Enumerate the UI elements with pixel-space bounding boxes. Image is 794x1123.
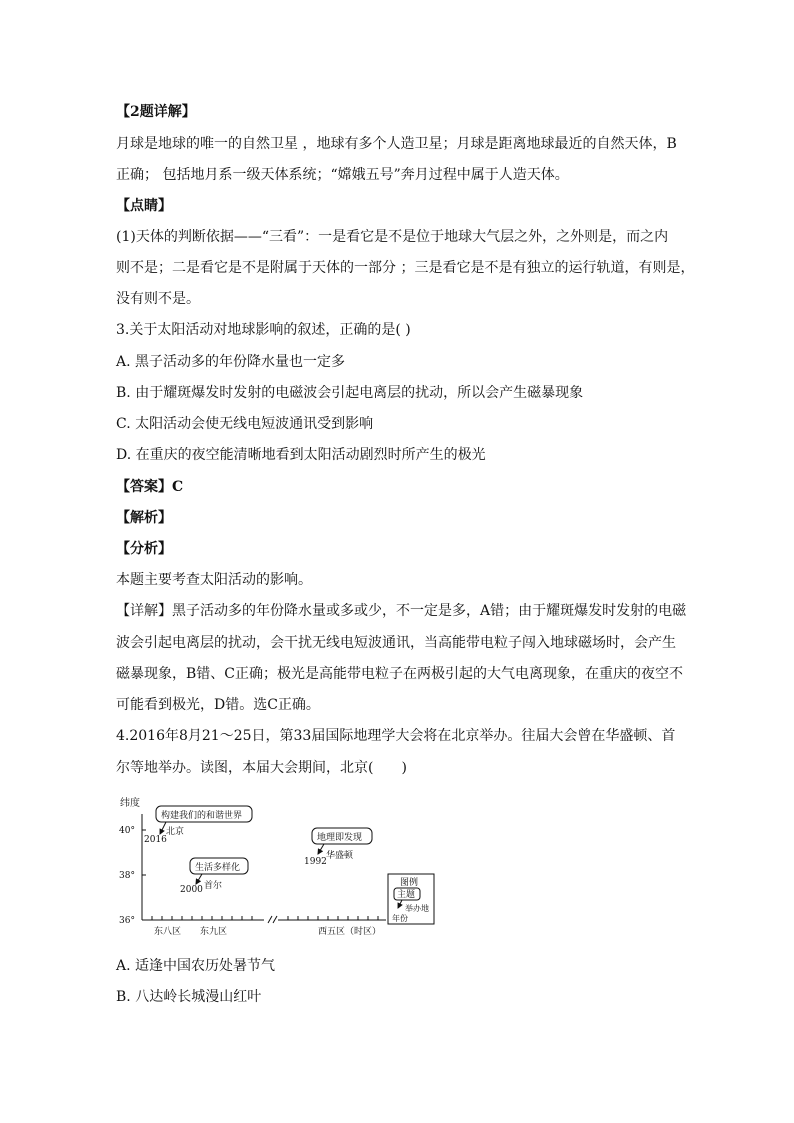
x-tick-label-e8: 东八区 — [154, 927, 182, 937]
q4-stem-line1: 4.2016年8月21～25日，第33届国际地理学大会将在北京举办。往届大会曾在华盛顿、首 — [116, 728, 676, 744]
q2-detail-line1: 月球是地球的唯一的自然卫星 ，地球有多个人造卫星；月球是距离地球最近的自然天体，B — [116, 136, 677, 152]
section-q2-title: 【2题详解】 — [116, 104, 196, 120]
y-tick-label-38: 38° — [119, 871, 135, 881]
city-label-1992: 华盛顿 — [326, 851, 354, 861]
q3-option-b: B. 由于耀斑爆发时发射的电磁波会引起电离层的扰动，所以会产生磁暴现象 — [116, 385, 584, 401]
x-minor-ticks — [152, 916, 378, 920]
y-tick-label-36: 36° — [119, 916, 135, 926]
q3-option-a: A. 黑子活动多的年份降水量也一定多 — [116, 354, 346, 370]
x-tick-label-e9: 东九区 — [200, 927, 228, 937]
q3-detail-line3: 磁暴现象，B错、C正确；极光是高能带电粒子在两极引起的大气电离现象，在重庆的夜空不 — [116, 666, 683, 682]
arrow-1992 — [318, 844, 324, 854]
arrow-2000 — [196, 874, 202, 884]
q3-answer: 【答案】C — [116, 479, 184, 495]
x-axis-break-2 — [273, 916, 277, 923]
q3-detail-line1: 【详解】黑子活动多的年份降水量或多或少，不一定是多，A错；由于耀斑爆发时发射的电磁 — [116, 603, 687, 619]
q3-detail-line2: 波会引起电离层的扰动，会干扰无线电短波通讯，当高能带电粒子闯入地球磁场时，会产生 — [116, 635, 676, 651]
theme-label-1992: 地理即发现 — [317, 833, 363, 843]
year-label-2000: 2000 — [180, 885, 203, 895]
congress-figure — [116, 792, 446, 942]
y-tick-label-40: 40° — [119, 826, 135, 836]
theme-label-2000: 生活多样化 — [195, 863, 241, 873]
q4-stem-line2: 尔等地举办。读图，本届大会期间，北京( ) — [116, 760, 407, 776]
legend-place-label: 举办地 — [405, 904, 429, 913]
q4-option-b: B. 八达岭长城漫山红叶 — [116, 989, 262, 1005]
q3-analysis-text: 本题主要考查太阳活动的影响。 — [116, 572, 312, 588]
legend-theme-label: 主题 — [397, 890, 416, 900]
q3-analysis-title: 【解析】 — [116, 510, 172, 526]
theme-label-2016: 构建我们的和谐世界 — [161, 811, 243, 821]
city-label-2000: 首尔 — [204, 881, 223, 891]
q3-analysis-sub: 【分析】 — [116, 541, 172, 557]
legend-title: 图例 — [400, 878, 419, 888]
tip-line1: (1)天体的判断依据——“三看”：一是看它是不是位于地球大气层之外，之外则是，而之内 — [116, 229, 669, 245]
x-tick-label-w5: 西五区（时区） — [318, 927, 382, 937]
q3-detail-line4: 可能看到极光，D错。选C正确。 — [116, 697, 320, 713]
y-axis-title: 纬度 — [120, 798, 140, 809]
q3-option-c: C. 太阳活动会使无线电短波通讯受到影响 — [116, 416, 374, 432]
tip-title: 【点睛】 — [116, 198, 172, 214]
q3-option-d: D. 在重庆的夜空能清晰地看到太阳活动剧烈时所产生的极光 — [116, 447, 486, 463]
tip-line2: 则不是；二是看它是不是附属于天体的一部分 ；三是看它是不是有独立的运行轨道，有则是， — [116, 260, 695, 276]
year-label-1992: 1992 — [304, 857, 327, 867]
x-axis-break-1 — [268, 916, 272, 923]
city-label-2016: 北京 — [166, 827, 185, 837]
q2-detail-line2: 正确； 包括地月系一级天体系统；“嫦娥五号”奔月过程中属于人造天体。 — [116, 167, 569, 183]
year-label-2016: 2016 — [144, 835, 167, 845]
tip-line3: 没有则不是。 — [116, 291, 200, 307]
q4-option-a: A. 适逢中国农历处暑节气 — [116, 958, 276, 974]
q3-stem: 3.关于太阳活动对地球影响的叙述，正确的是( ) — [116, 322, 411, 338]
legend-year-label: 年份 — [392, 914, 408, 923]
